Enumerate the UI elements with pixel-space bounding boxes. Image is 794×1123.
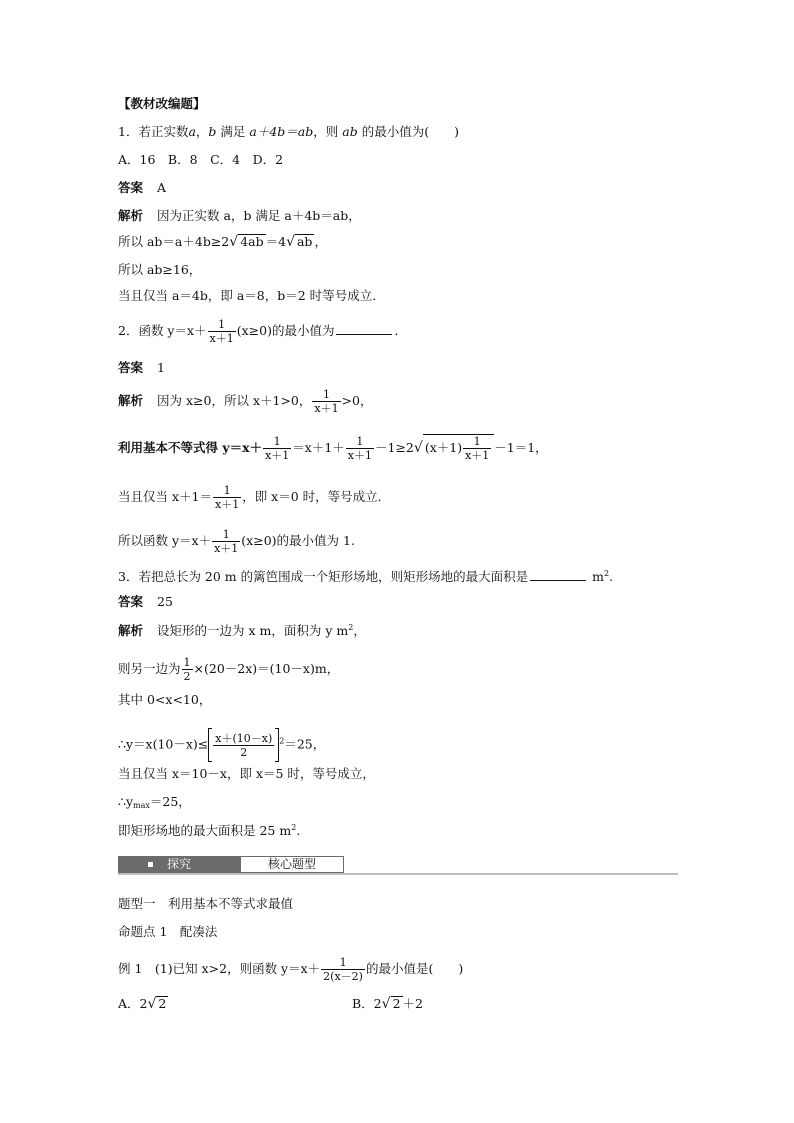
square-bullet-icon bbox=[148, 862, 153, 867]
q2-answer: 1 bbox=[157, 360, 165, 375]
q2-answer-label: 答案 bbox=[118, 360, 144, 375]
q1-ab: ab bbox=[342, 124, 358, 139]
q3-analysis-6 bbox=[118, 794, 191, 814]
left-bracket bbox=[208, 728, 212, 762]
q1-var-b: b bbox=[208, 124, 217, 139]
option-a-radicand: 2 bbox=[158, 996, 167, 1011]
frac-denominator: 2 bbox=[183, 670, 191, 683]
q2-analysis-2 bbox=[118, 434, 548, 462]
q1-answer: A bbox=[157, 180, 167, 195]
fraction bbox=[463, 435, 491, 462]
option-b bbox=[352, 996, 423, 1012]
sqrt-sign: √ bbox=[413, 440, 423, 456]
q3-a1-end: ， bbox=[353, 623, 366, 638]
frac-denominator: x＋1 bbox=[209, 332, 234, 345]
q3-answer: 25 bbox=[157, 594, 173, 609]
q3-analysis-7 bbox=[118, 820, 300, 839]
q3-answer-row bbox=[118, 594, 173, 610]
section-tab-light: 核心题型 bbox=[240, 856, 344, 873]
q1-analysis-text-1: 因为正实数 a，b 满足 a＋4b＝ab， bbox=[157, 208, 361, 223]
q1-satisfy: 满足 bbox=[216, 124, 250, 139]
q2-analysis-3 bbox=[118, 484, 390, 511]
q3-stem-text: 3．若把总长为 20 m 的篱笆围成一个矩形场地，则矩形场地的最大面积是 bbox=[118, 569, 529, 584]
frac-denominator: 2(x－2) bbox=[323, 970, 363, 983]
frac-numerator: 1 bbox=[212, 528, 240, 542]
q1-options: A．16 B．8 C．4 D．2 bbox=[118, 152, 284, 167]
frac-denominator: 2 bbox=[240, 745, 248, 759]
q2-a2-radical bbox=[423, 434, 494, 462]
section-dark-label: 探究 bbox=[167, 857, 192, 871]
q3-analysis-1 bbox=[118, 620, 366, 639]
fraction bbox=[208, 318, 236, 345]
q1-equation: a＋4b＝ab bbox=[249, 124, 314, 139]
q2-analysis-4 bbox=[118, 528, 355, 555]
frac-denominator: x＋1 bbox=[314, 402, 339, 415]
q2-stem bbox=[118, 318, 407, 345]
q3-stem bbox=[118, 566, 613, 585]
q2-stem-pre: 2．函数 y＝x＋ bbox=[118, 323, 207, 338]
q2-a1-post: >0， bbox=[341, 393, 373, 408]
q1-stem bbox=[118, 124, 459, 140]
q2-a2-post: －1＝1， bbox=[494, 440, 548, 455]
frac-denominator: x＋1 bbox=[214, 498, 240, 511]
frac-numerator: 1 bbox=[346, 435, 374, 449]
q1-question-end: 的最小值为( ) bbox=[357, 124, 459, 139]
option-b-radicand: 2 bbox=[392, 996, 401, 1011]
q3-analysis-5: 当且仅当 x＝10－x，即 x＝5 时，等号成立， bbox=[118, 766, 375, 781]
option-b-post: ＋2 bbox=[402, 996, 423, 1011]
frac-numerator: x＋(10－x) bbox=[215, 731, 273, 745]
q3-analysis-2 bbox=[118, 656, 339, 683]
q1-then: ，则 bbox=[313, 124, 343, 139]
q3-analysis-label: 解析 bbox=[118, 623, 144, 638]
sqrt-sign: √ bbox=[286, 234, 295, 250]
q3-a7-sup: 2 bbox=[291, 823, 297, 832]
q3-a6-post: ＝25， bbox=[149, 794, 191, 809]
ex1-pre: 例 1 (1)已知 x>2，则函数 y＝x＋ bbox=[118, 961, 321, 976]
q1-a2-pre: 所以 ab＝a＋4b≥2 bbox=[118, 234, 230, 249]
q3-a4-sup: 2 bbox=[279, 736, 285, 746]
fraction bbox=[213, 484, 241, 511]
fraction bbox=[346, 435, 374, 462]
q3-a2-post: ×(20－2x)＝(10－x)m， bbox=[193, 661, 340, 676]
q3-analysis-4 bbox=[118, 728, 325, 762]
q2-stem-post: (x≥0)的最小值为 bbox=[236, 323, 335, 338]
q1-a2-post: ， bbox=[314, 234, 327, 249]
q3-a4-post: ＝25， bbox=[284, 736, 326, 752]
q1-a2-radicand-1: 4ab bbox=[240, 234, 264, 249]
answer-blank bbox=[530, 568, 586, 581]
q3-a7-end: . bbox=[296, 823, 301, 838]
option-a-pre: A．2 bbox=[118, 996, 148, 1011]
q1-answer-row bbox=[118, 180, 166, 196]
q3-analysis-3: 其中 0<x<10， bbox=[118, 692, 212, 707]
q3-a6-sub: max bbox=[133, 801, 150, 810]
q2-a2-mid2: －1≥2 bbox=[375, 440, 414, 455]
q3-a2-pre: 则另一边为 bbox=[118, 661, 181, 676]
q3-a1: 设矩形的一边为 x m，面积为 y m bbox=[157, 623, 349, 638]
frac-numerator: 1 bbox=[208, 318, 236, 332]
q2-stem-end: ． bbox=[394, 323, 407, 338]
sqrt-sign: √ bbox=[229, 234, 239, 250]
example-1-options bbox=[118, 996, 678, 1012]
q2-analysis-1 bbox=[118, 388, 373, 415]
q2-a2-mid1: ＝x＋1＋ bbox=[292, 440, 345, 455]
q1-comma: ， bbox=[195, 124, 209, 139]
q1-var-a: a bbox=[188, 124, 196, 139]
q1-analysis-2 bbox=[118, 234, 327, 250]
q3-stem-end: . bbox=[609, 569, 614, 584]
q1-analysis-1 bbox=[118, 208, 361, 224]
q2-analysis-label: 解析 bbox=[118, 393, 144, 408]
frac-numerator: 1 bbox=[463, 435, 491, 449]
frac-denominator: x＋1 bbox=[347, 449, 372, 462]
q3-a4-pre: ∴y＝x(10－x)≤ bbox=[118, 736, 209, 752]
section-rule bbox=[118, 873, 678, 875]
fraction bbox=[213, 732, 274, 759]
frac-numerator: 1 bbox=[183, 656, 191, 669]
source-tag: 【教材改编题】 bbox=[118, 96, 206, 111]
frac-denominator: x＋1 bbox=[265, 449, 290, 462]
q1-a2-radicand-2: ab bbox=[296, 234, 313, 249]
frac-numerator: 1 bbox=[321, 956, 365, 970]
q2-a3-pre: 当且仅当 x＋1＝ bbox=[118, 489, 212, 504]
frac-numerator: 1 bbox=[263, 435, 291, 449]
type1-point: 命题点 1 配凑法 bbox=[118, 924, 218, 939]
q1-answer-label: 答案 bbox=[118, 180, 144, 195]
sqrt-sign: √ bbox=[147, 996, 157, 1012]
section-tab-dark bbox=[118, 856, 240, 873]
q1-analysis-label: 解析 bbox=[118, 208, 144, 223]
frac-numerator: 1 bbox=[312, 388, 340, 402]
fraction bbox=[212, 528, 240, 555]
frac-denominator: x＋1 bbox=[465, 449, 490, 462]
fraction bbox=[312, 388, 340, 415]
example-1 bbox=[118, 956, 463, 983]
frac-denominator: x＋1 bbox=[214, 542, 239, 555]
q1-a2-mid: ＝4 bbox=[265, 234, 287, 249]
option-b-pre: B．2 bbox=[352, 996, 382, 1011]
answer-blank bbox=[336, 322, 392, 335]
q2-a4-pre: 所以函数 y＝x＋ bbox=[118, 533, 212, 548]
q3-answer-label: 答案 bbox=[118, 594, 144, 609]
q3-unit: m bbox=[588, 569, 604, 584]
q1-analysis-4: 当且仅当 a＝4b，即 a＝8，b＝2 时等号成立． bbox=[118, 288, 385, 303]
q2-a2-pre: 利用基本不等式得 y＝x＋ bbox=[118, 440, 263, 455]
q1-stem-text: 1．若正实数 bbox=[118, 124, 189, 139]
q2-a2-radicand: (x＋1) bbox=[424, 440, 463, 455]
section-header bbox=[118, 856, 678, 874]
sqrt-sign: √ bbox=[381, 996, 391, 1012]
q2-a1-pre: 因为 x≥0，所以 x＋1>0， bbox=[157, 393, 312, 408]
q2-answer-row bbox=[118, 360, 165, 376]
option-a bbox=[118, 996, 352, 1012]
q3-a7: 即矩形场地的最大面积是 25 m bbox=[118, 823, 292, 838]
type1-title: 题型一 利用基本不等式求最值 bbox=[118, 896, 294, 911]
q3-unit-sup: 2 bbox=[603, 569, 610, 578]
q3-a6-pre: ∴y bbox=[118, 794, 134, 809]
q2-a3-post: ，即 x＝0 时，等号成立． bbox=[242, 489, 391, 504]
q3-a1-sup: 2 bbox=[348, 623, 354, 632]
ex1-post: 的最小值是( ) bbox=[365, 961, 464, 976]
fraction bbox=[182, 656, 193, 683]
fraction bbox=[321, 956, 365, 983]
fraction bbox=[263, 435, 291, 462]
q2-a4-post: (x≥0)的最小值为 1. bbox=[241, 533, 355, 548]
q1-analysis-3: 所以 ab≥16， bbox=[118, 262, 202, 277]
frac-numerator: 1 bbox=[213, 484, 241, 498]
